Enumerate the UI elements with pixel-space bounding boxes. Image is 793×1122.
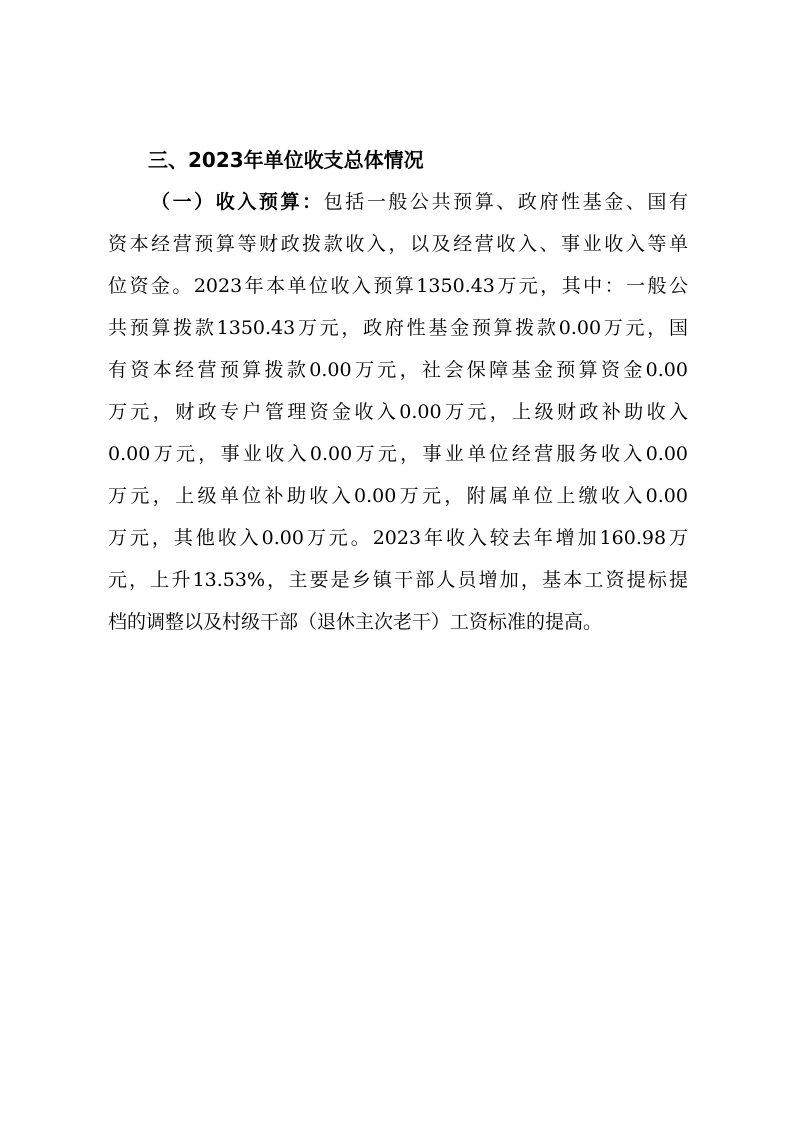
paragraph-text: 包括一般公共预算、政府性基金、国有 [323, 191, 688, 213]
paragraph-line-4: 共预算拨款1350.43万元，政府性基金预算拨款0.00万元，国 [108, 317, 688, 339]
paragraph-line-11: 档的调整以及村级干部（退休主次老干）工资标准的提高。 [108, 611, 603, 633]
paragraph-line-2: 资本经营预算等财政拨款收入，以及经营收入、事业收入等单 [108, 233, 688, 255]
paragraph-lead: （一）收入预算： [151, 191, 324, 213]
paragraph-line-5: 有资本经营预算拨款0.00万元，社会保障基金预算资金0.00 [108, 359, 688, 381]
paragraph-line-8: 万元，上级单位补助收入0.00万元，附属单位上缴收入0.00 [108, 485, 688, 507]
paragraph-line-6: 万元，财政专户管理资金收入0.00万元，上级财政补助收入 [108, 401, 688, 423]
paragraph-line-1 [151, 188, 688, 216]
paragraph-line-3: 位资金。2023年本单位收入预算1350.43万元，其中：一般公 [108, 275, 688, 297]
paragraph-line-9: 万元，其他收入0.00万元。2023年收入较去年增加160.98万 [108, 527, 688, 549]
section-heading: 三、2023年单位收支总体情况 [148, 148, 424, 172]
paragraph-line-7: 0.00万元，事业收入0.00万元，事业单位经营服务收入0.00 [108, 443, 688, 465]
paragraph-line-10: 元，上升13.53%，主要是乡镇干部人员增加，基本工资提标提 [108, 569, 688, 591]
